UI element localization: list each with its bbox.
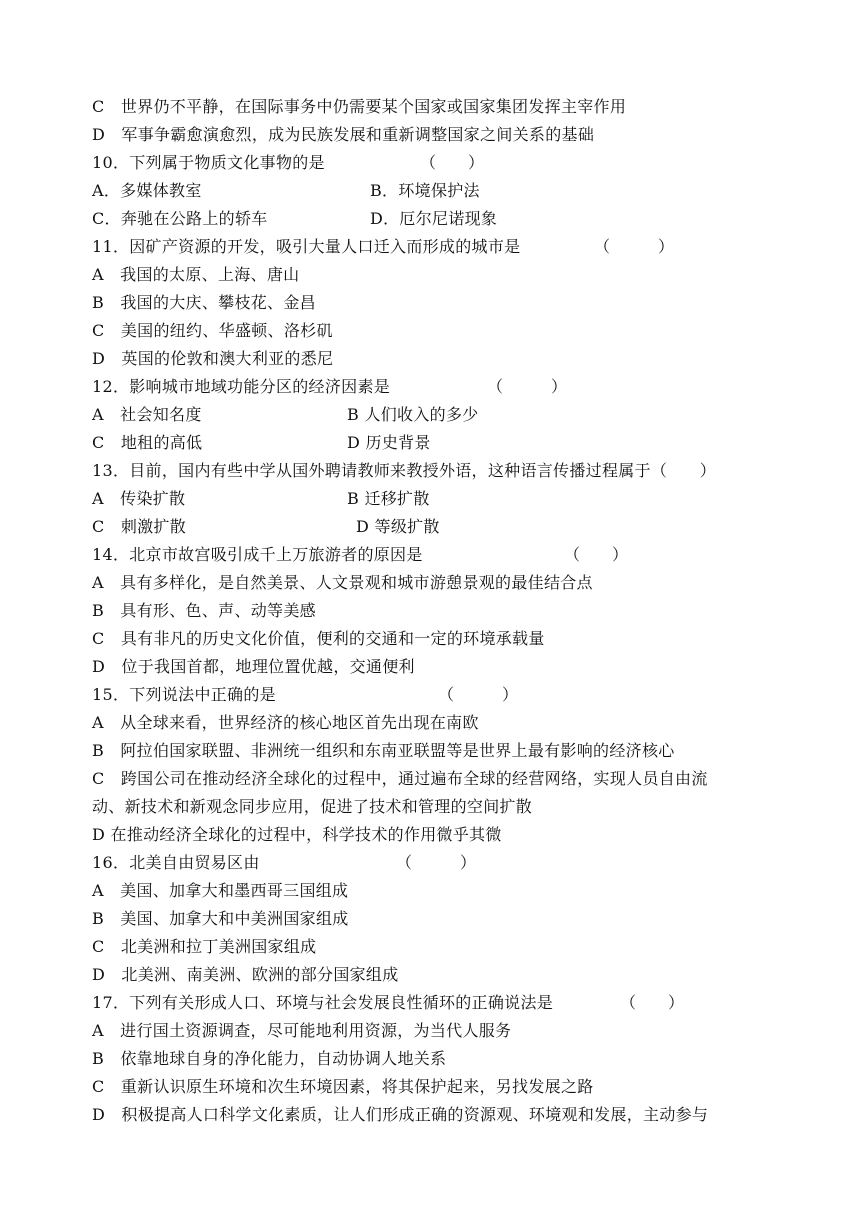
option-line: C 重新认识原生环境和次生环境因素，将其保护起来，另找发展之路: [92, 1077, 594, 1096]
option-line: A 我国的太原、上海、唐山: [92, 265, 300, 284]
question-12: 12．影响城市地域功能分区的经济因素是: [92, 377, 391, 396]
option-line: D 位于我国首都，地理位置优越，交通便利: [92, 657, 415, 676]
option-line: B 迁移扩散: [347, 489, 430, 508]
option-line: B 具有形、色、声、动等美感: [92, 601, 316, 620]
option-line: B．环境保护法: [370, 181, 480, 200]
option-line: A 传染扩散: [92, 489, 186, 508]
option-line: C 跨国公司在推动经济全球化的过程中，通过遍布全球的经营网络，实现人员自由流: [92, 769, 708, 788]
answer-bracket: （ ）: [487, 377, 568, 396]
option-line: D 北美洲、南美洲、欧洲的部分国家组成: [92, 965, 399, 984]
option-line: 动、新技术和新观念同步应用，促进了技术和管理的空间扩散: [92, 797, 533, 816]
answer-bracket: （ ）: [420, 153, 485, 172]
option-line: A 具有多样化，是自然美景、人文景观和城市游憩景观的最佳结合点: [92, 573, 593, 592]
option-line: C．奔驰在公路上的轿车: [92, 209, 268, 228]
option-line: A．多媒体教室: [92, 181, 202, 200]
answer-bracket: （ ）: [620, 993, 685, 1012]
option-line: D．厄尔尼诺现象: [370, 209, 498, 228]
question-16: 16．北美自由贸易区由: [92, 853, 260, 872]
question-17: 17．下列有关形成人口、环境与社会发展良性循环的正确说法是: [92, 993, 554, 1012]
answer-bracket: （ ）: [564, 545, 629, 564]
option-line: B 我国的大庆、攀枝花、金昌: [92, 293, 316, 312]
option-line: A 美国、加拿大和墨西哥三国组成: [92, 881, 349, 900]
option-line: A 进行国土资源调查，尽可能地利用资源，为当代人服务: [92, 1021, 512, 1040]
option-line: D 在推动经济全球化的过程中，科学技术的作用微乎其微: [92, 825, 502, 844]
question-14: 14．北京市故宫吸引成千上万旅游者的原因是: [92, 545, 423, 564]
answer-bracket: （ ）: [438, 685, 519, 704]
answer-bracket: （ ）: [396, 853, 477, 872]
question-13: 13．目前，国内有些中学从国外聘请教师来教授外语，这种语言传播过程属于（ ）: [92, 461, 717, 480]
question-11: 11．因矿产资源的开发，吸引大量人口迁入而形成的城市是: [92, 237, 521, 256]
question-10: 10．下列属于物质文化事物的是: [92, 153, 325, 172]
option-line: B 美国、加拿大和中美洲国家组成: [92, 909, 349, 928]
option-line: C 刺激扩散: [92, 517, 187, 536]
option-line: A 从全球来看，世界经济的核心地区首先出现在南欧: [92, 713, 479, 732]
option-line: D 积极提高人口科学文化素质，让人们形成正确的资源观、环境观和发展，主动参与: [92, 1105, 709, 1124]
option-line: D 等级扩散: [356, 517, 440, 536]
option-line: D 英国的伦敦和澳大利亚的悉尼: [92, 349, 334, 368]
option-line: C 具有非凡的历史文化价值，便利的交通和一定的环境承载量: [92, 629, 545, 648]
option-line: C 北美洲和拉丁美洲国家组成: [92, 937, 317, 956]
option-line: A 社会知名度: [92, 405, 202, 424]
question-15: 15．下列说法中正确的是: [92, 685, 276, 704]
text-line: D 军事争霸愈演愈烈，成为民族发展和重新调整国家之间关系的基础: [92, 125, 595, 144]
option-line: C 地租的高低: [92, 433, 203, 452]
option-line: D 历史背景: [347, 433, 431, 452]
option-line: C 美国的纽约、华盛顿、洛杉矶: [92, 321, 333, 340]
option-line: B 阿拉伯国家联盟、非洲统一组织和东南亚联盟等是世界上最有影响的经济核心: [92, 741, 675, 760]
option-line: B 人们收入的多少: [347, 405, 479, 424]
option-line: B 依靠地球自身的净化能力，自动协调人地关系: [92, 1049, 447, 1068]
text-line: C 世界仍不平静，在国际事务中仍需要某个国家或国家集团发挥主宰作用: [92, 97, 627, 116]
answer-bracket: （ ）: [594, 237, 675, 256]
